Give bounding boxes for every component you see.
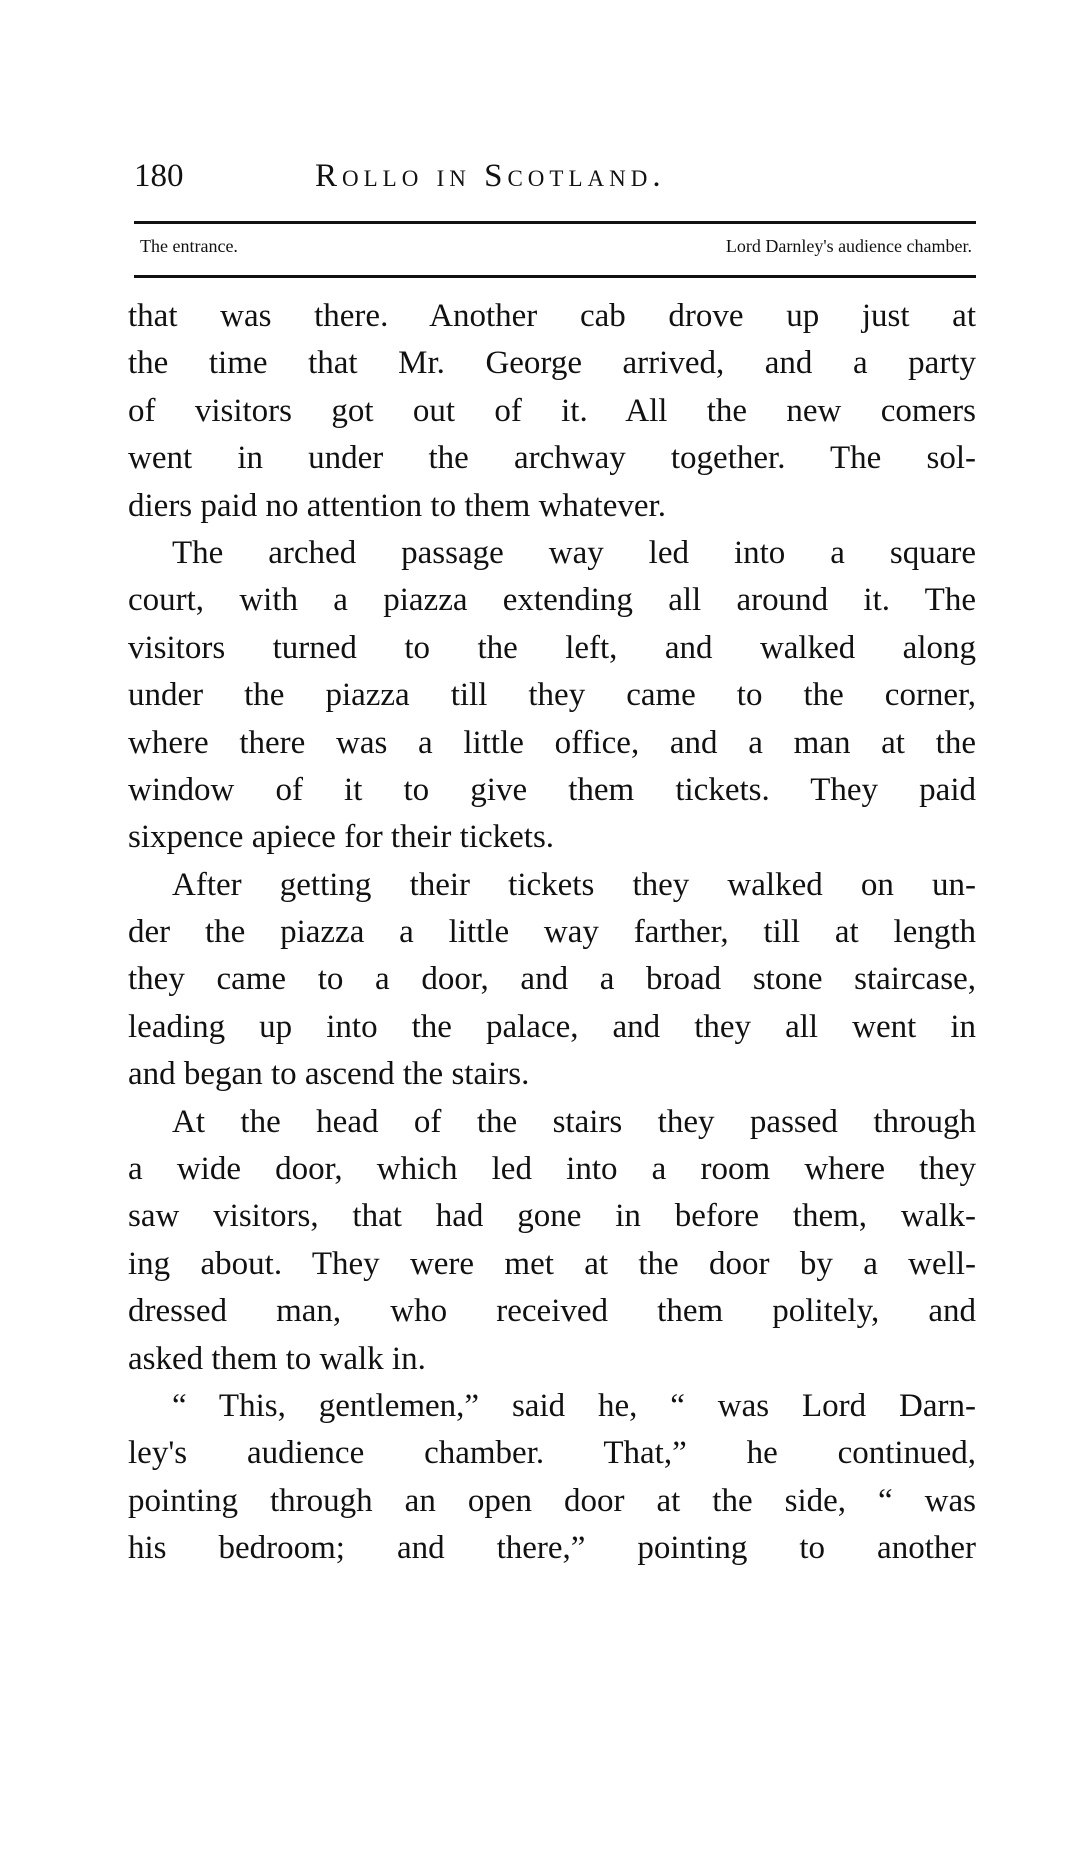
text-line: under the piazza till they came to the corner, bbox=[128, 677, 976, 714]
text-line: After getting their tickets they walked on un- bbox=[172, 866, 976, 903]
book-title: Rollo in Scotland. bbox=[315, 158, 666, 194]
text-line: “ This, gentlemen,” said he, “ was Lord Darn- bbox=[172, 1387, 976, 1424]
subhead-left: The entrance. bbox=[140, 236, 238, 256]
running-header bbox=[134, 158, 976, 198]
text-line: visitors turned to the left, and walked along bbox=[128, 629, 976, 666]
text-line: ley's audience chamber. That,” he continued, bbox=[128, 1435, 976, 1472]
header-rule-top bbox=[134, 221, 976, 224]
header-rule-bottom bbox=[134, 275, 976, 278]
text-line: The arched passage way led into a square bbox=[172, 534, 976, 571]
body-text bbox=[128, 293, 976, 1573]
text-line: saw visitors, that had gone in before them, walk- bbox=[128, 1198, 976, 1235]
subhead-right: Lord Darnley's audience chamber. bbox=[725, 236, 972, 256]
text-line: At the head of the stairs they passed through bbox=[172, 1103, 976, 1140]
text-line: the time that Mr. George arrived, and a party bbox=[128, 345, 976, 382]
text-line: ing about. They were met at the door by a well- bbox=[128, 1245, 976, 1282]
text-line: diers paid no attention to them whatever. bbox=[128, 487, 666, 524]
text-line: dressed man, who received them politely, and bbox=[128, 1293, 976, 1330]
text-line: window of it to give them tickets. They paid bbox=[128, 771, 976, 808]
text-line: of visitors got out of it. All the new comers bbox=[128, 392, 976, 429]
text-line: leading up into the palace, and they all went in bbox=[128, 1008, 976, 1045]
text-line: they came to a door, and a broad stone staircase, bbox=[128, 961, 976, 998]
text-line: that was there. Another cab drove up just at bbox=[128, 298, 976, 334]
text-line: sixpence apiece for their tickets. bbox=[128, 819, 555, 856]
text-line: asked them to walk in. bbox=[128, 1340, 426, 1377]
text-line: pointing through an open door at the side, “ was bbox=[128, 1482, 976, 1519]
text-line: court, with a piazza extending all around it. The bbox=[128, 582, 976, 619]
text-line: where there was a little office, and a man at the bbox=[128, 724, 976, 761]
text-line: went in under the archway together. The sol- bbox=[128, 440, 976, 477]
page-number: 180 bbox=[134, 158, 184, 194]
text-line: his bedroom; and there,” pointing to another bbox=[128, 1530, 976, 1567]
text-line: der the piazza a little way farther, till at length bbox=[128, 914, 976, 951]
text-line: a wide door, which led into a room where they bbox=[128, 1151, 976, 1188]
text-line: and began to ascend the stairs. bbox=[128, 1056, 530, 1093]
